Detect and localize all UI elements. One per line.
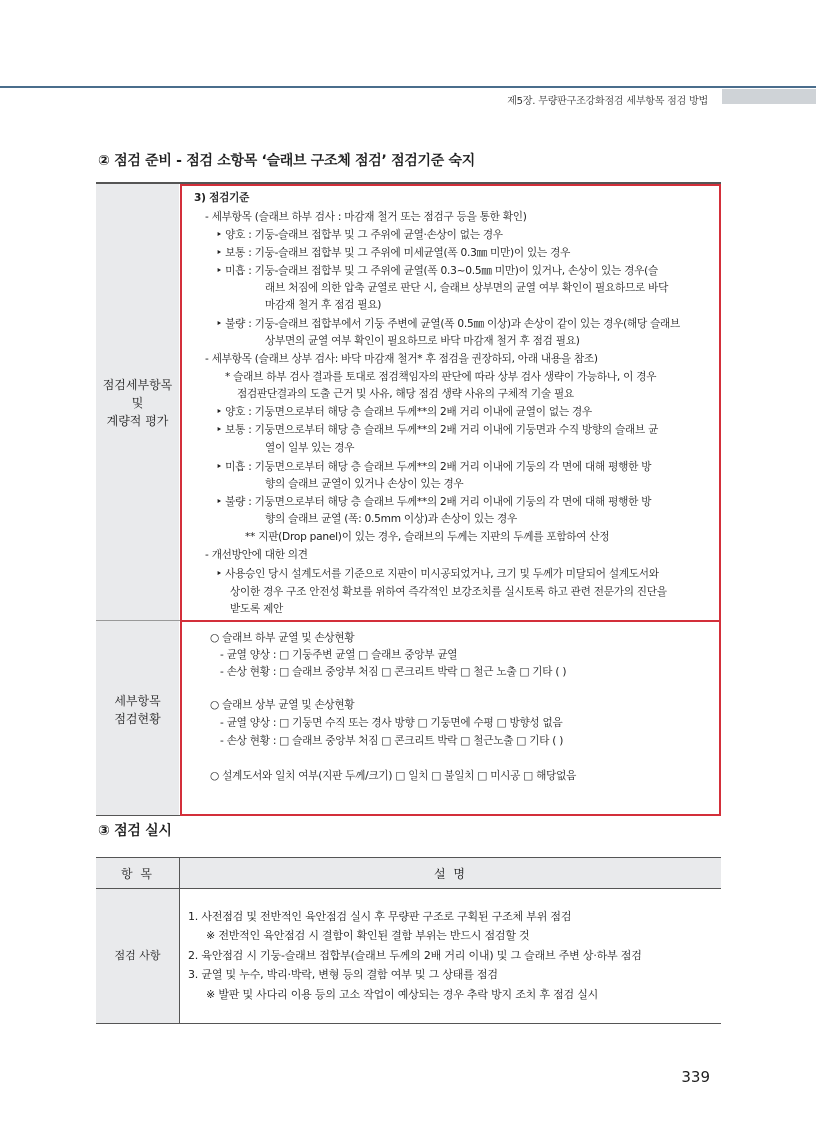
criteria-line: ‣ 미흡 : 기둥면으로부터 해당 층 슬래브 두께**의 2배 거리 이내에 기둥의 각 면에 대해 평행한 방 bbox=[216, 461, 652, 473]
criteria-line: 래브 처짐에 의한 압축 균열로 판단 시, 슬래브 상부면의 균열 여부 확인이 필요하므로 바닥 bbox=[265, 282, 669, 294]
criteria-line: ‣ 사용승인 당시 설계도서를 기준으로 지판이 미시공되었거나, 크기 및 두께가 미달되어 설계도서와 bbox=[216, 568, 659, 580]
row1-label-line: 계량적 평가 bbox=[106, 414, 169, 428]
criteria-line: ‣ 양호 : 기둥면으로부터 해당 층 슬래브 두께**의 2배 거리 이내에 균열이 없는 경우 bbox=[216, 406, 592, 418]
criteria-line: 점검판단결과의 도출 근거 및 사유, 해당 점검 생략 사유의 구체적 기술 필요 bbox=[237, 388, 574, 400]
criteria-line: ‣ 보통 : 기둥-슬래브 접합부 및 그 주위에 미세균열(폭 0.3㎜ 미만)이 있는 경우 bbox=[216, 247, 571, 259]
criteria-line: ‣ 미흡 : 기둥-슬래브 접합부 및 그 주위에 균열(폭 0.3~0.5㎜ 미만)이 있거나, 손상이 있는 경우(슬 bbox=[216, 265, 658, 277]
row2-label bbox=[96, 692, 179, 728]
status-line: - 균열 양상 : □ 기둥주변 균열 □ 슬래브 중앙부 균열 bbox=[220, 649, 458, 661]
criteria-line: ‣ 불량 : 기둥-슬래브 접합부에서 기둥 주변에 균열(폭 0.5㎜ 이상)과 손상이 같이 있는 경우(해당 슬래브 bbox=[216, 318, 681, 330]
inspection-line: 3. 균열 및 누수, 박리·박락, 변형 등의 결함 여부 및 그 상태를 점검 bbox=[188, 968, 498, 981]
row1-label-line: 및 bbox=[131, 396, 144, 410]
inspection-line: ※ 전반적인 육안점검 시 결함이 확인된 결함 부위는 반드시 점검할 것 bbox=[206, 929, 530, 942]
row1-label-line: 점검세부항목 bbox=[102, 378, 173, 392]
status-line: ○ 슬래브 상부 균열 및 손상현황 bbox=[210, 699, 355, 711]
table2-bottom-rule bbox=[96, 1023, 721, 1024]
criteria-line: - 세부항목 (슬래브 하부 검사 : 마감재 철거 또는 점검구 등을 통한 확인) bbox=[205, 211, 527, 223]
status-line: - 손상 현황 : □ 슬래브 중앙부 처짐 □ 콘크리트 박락 □ 철근 노출 □ 기타 ( ) bbox=[220, 666, 567, 678]
header-tab-block bbox=[722, 89, 816, 104]
status-line: ○ 설계도서와 일치 여부(지판 두께/크기) □ 일치 □ 불일치 □ 미시공 □ 해당없음 bbox=[210, 770, 577, 782]
criteria-line: - 개선방안에 대한 의견 bbox=[205, 549, 308, 561]
criteria-line: 향의 슬래브 균열 (폭: 0.5mm 이상)과 손상이 있는 경우 bbox=[265, 513, 517, 525]
table1-label-divider bbox=[96, 620, 180, 621]
chapter-header: 제5장. 무량판구조강화점검 세부항목 점검 방법 bbox=[507, 96, 708, 107]
table2-header-row bbox=[96, 858, 721, 888]
inspection-line: ※ 발판 및 사다리 이용 등의 고소 작업이 예상되는 경우 추락 방지 조치 후 점검 실시 bbox=[206, 988, 599, 1001]
criteria-line: * 슬래브 하부 검사 결과를 토대로 점검책임자의 판단에 따라 상부 검사 생략이 가능하나, 이 경우 bbox=[225, 371, 657, 383]
criteria-line: 마감재 철거 후 점검 필요) bbox=[265, 299, 382, 311]
page-number: 339 bbox=[681, 1068, 710, 1086]
inspection-items-label: 점검 사항 bbox=[114, 949, 161, 962]
criteria-line: 받도록 제안 bbox=[230, 603, 284, 615]
section2-title: ② 점검 준비 - 점검 소항목 ‘슬래브 구조체 점검’ 점검기준 숙지 bbox=[98, 153, 475, 169]
table2-column-divider bbox=[179, 858, 180, 1024]
criteria-line: 상부면의 균열 여부 확인이 필요하므로 바닥 마감재 철거 후 점검 필요) bbox=[265, 335, 580, 347]
table2-header-rule bbox=[96, 888, 721, 889]
criteria-line: 상이한 경우 구조 안전성 확보를 위하여 즉각적인 보강조치를 실시토록 하고 관련 전문가의 진단을 bbox=[230, 586, 667, 598]
col-header-item: 항 목 bbox=[121, 867, 154, 881]
criteria-line: ‣ 불량 : 기둥면으로부터 해당 층 슬래브 두께**의 2배 거리 이내에 기둥의 각 면에 대해 평행한 방 bbox=[216, 496, 652, 508]
status-line: - 손상 현황 : □ 슬래브 중앙부 처짐 □ 콘크리트 박락 □ 철근노출 □ 기타 ( ) bbox=[220, 735, 564, 747]
criteria-line: - 세부항목 (슬래브 상부 검사: 바닥 마감재 철거* 후 점검을 권장하되, 아래 내용을 참조) bbox=[205, 353, 598, 365]
row2-label-line: 점검현황 bbox=[114, 712, 161, 726]
criteria-heading: 3) 점검기준 bbox=[194, 192, 250, 204]
criteria-line: 열이 일부 있는 경우 bbox=[265, 442, 355, 454]
status-line: ○ 슬래브 하부 균열 및 손상현황 bbox=[210, 632, 355, 644]
inspection-line: 1. 사전점검 및 전반적인 육안점검 실시 후 무량판 구조로 구획된 구조체 부위 점검 bbox=[188, 910, 572, 923]
criteria-line: ‣ 양호 : 기둥-슬래브 접합부 및 그 주위에 균열·손상이 없는 경우 bbox=[216, 229, 503, 241]
status-line: - 균열 양상 : □ 기둥면 수직 또는 경사 방향 □ 기둥면에 수평 □ 방향성 없음 bbox=[220, 717, 563, 729]
row2-label-line: 세부항목 bbox=[114, 694, 161, 708]
header-rule bbox=[0, 86, 816, 88]
criteria-line: ** 지판(Drop panel)이 있는 경우, 슬래브의 두께는 지판의 두께를 포함하여 산정 bbox=[245, 531, 610, 543]
criteria-line: ‣ 보통 : 기둥면으로부터 해당 층 슬래브 두께**의 2배 거리 이내에 기둥면과 수직 방향의 슬래브 균 bbox=[216, 424, 659, 436]
highlight-divider bbox=[180, 620, 721, 622]
section3-title: ③ 점검 실시 bbox=[98, 823, 172, 839]
inspection-line: 2. 육안점검 시 기둥-슬래브 접합부(슬래브 두께의 2배 거리 이내) 및 그 슬래브 주변 상·하부 점검 bbox=[188, 949, 642, 962]
col-header-description: 설 명 bbox=[434, 867, 467, 881]
row1-label bbox=[96, 376, 179, 430]
criteria-line: 향의 슬래브 균열이 있거나 손상이 있는 경우 bbox=[265, 478, 464, 490]
